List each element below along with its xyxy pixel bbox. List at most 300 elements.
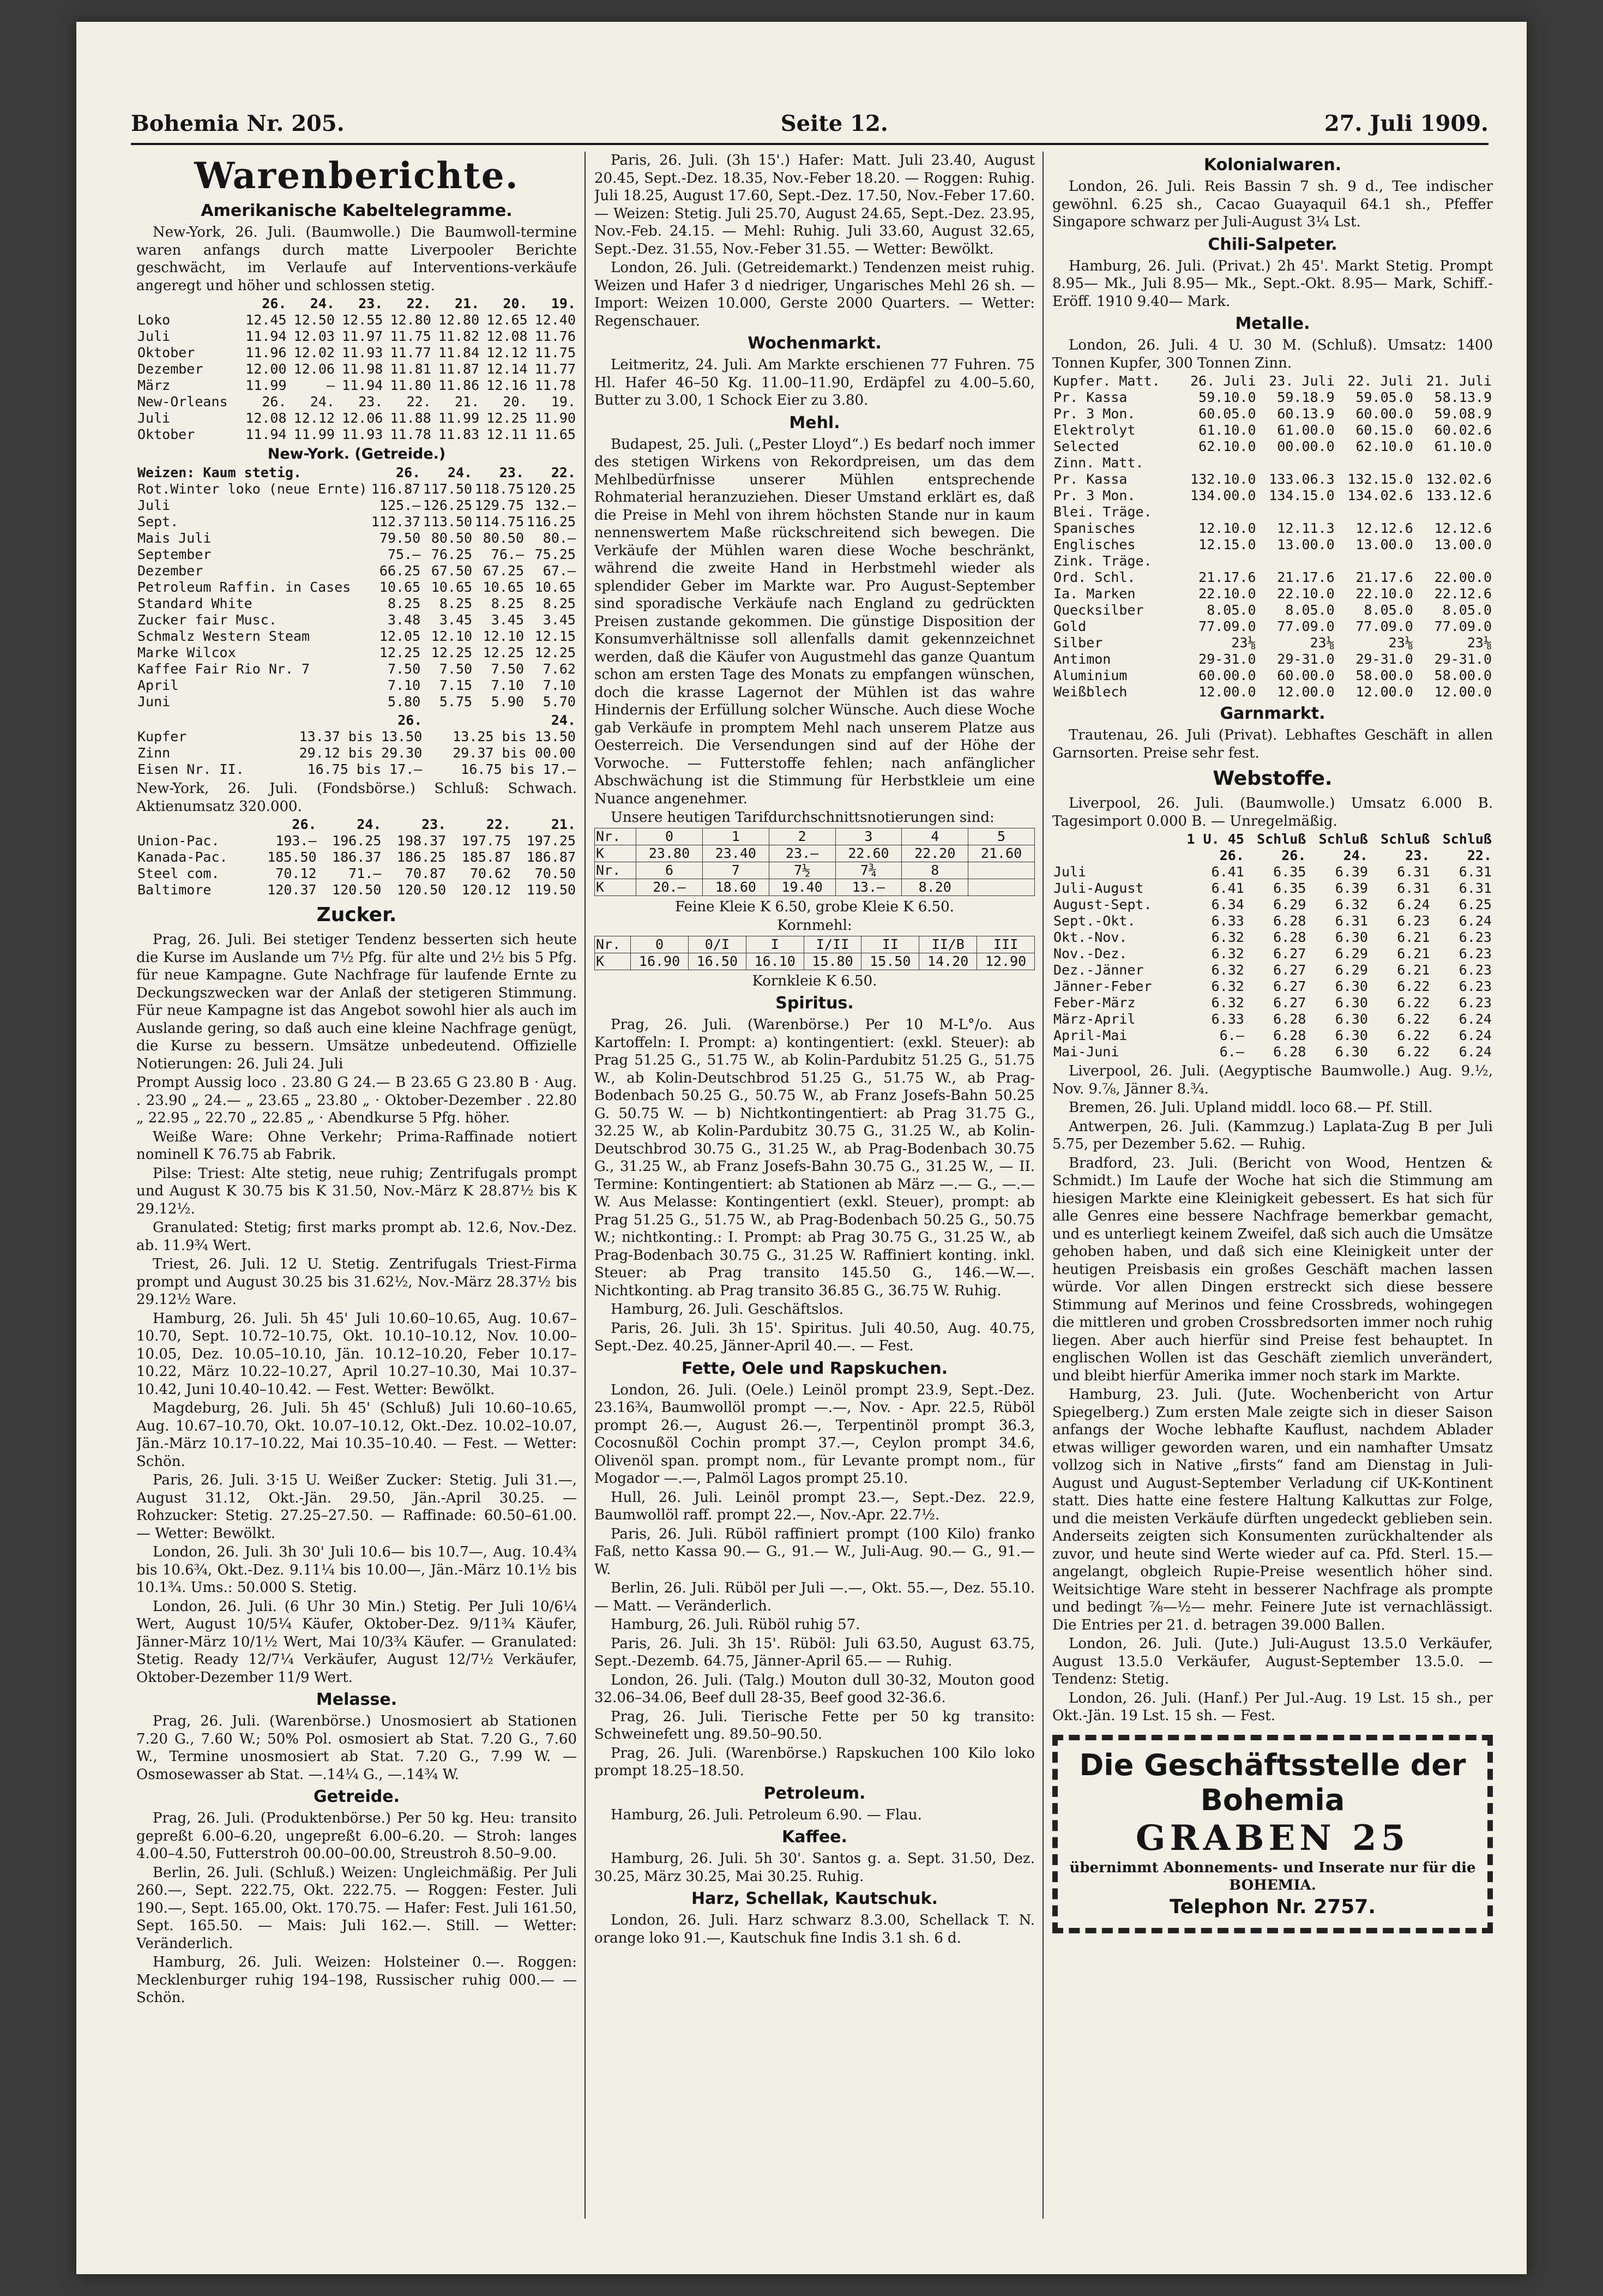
table-cell: 8.05.0 <box>1207 602 1256 618</box>
table-cell: Oktober <box>137 426 195 442</box>
table-cell: 129.75 <box>474 497 525 513</box>
table-cell: 133.12.6 <box>1426 488 1492 503</box>
table-cell: Union-Pac. <box>137 833 220 849</box>
table-cell: 62.10.0 <box>1198 438 1256 454</box>
table-cell: 6.24 <box>1459 1044 1492 1060</box>
table-cell: 60.00.0 <box>1277 668 1335 683</box>
section-heading: Wochenmarkt. <box>748 334 882 353</box>
table-cell: III <box>977 936 1035 953</box>
table-cell: 16.10 <box>746 953 804 970</box>
table-cell: 116.87 <box>371 481 421 497</box>
table-cell: 193.— <box>275 833 317 849</box>
table-cell: 22.20 <box>902 845 968 862</box>
table-cell: Rot.Winter loko (neue Ernte) <box>137 481 367 497</box>
table-cell: 8.05.0 <box>1442 602 1492 618</box>
table-row <box>1052 618 1493 635</box>
article-paragraph: Prompt Aussig loco . 23.80 G 24.— B 23.65 G 23.80 B · Aug. . 23.90 „ 24.— „ 23.65 „ 23.80 „ · Oktober-Dezember . 22.80 „ 22.95 „ 22.70 „ 22.85 „ · Abendkurse 5 Pfg. höher. <box>136 1074 577 1126</box>
table-cell: 118.75 <box>474 481 525 497</box>
table-cell: Schmalz Western Steam <box>137 628 310 644</box>
table-cell: 11.86 <box>438 377 480 393</box>
table-cell: Juli <box>137 328 171 344</box>
table-row <box>1052 684 1493 700</box>
table-cell: New-Orleans <box>137 394 228 410</box>
table-cell: Weißblech <box>1053 684 1128 700</box>
table-row <box>1052 651 1493 668</box>
table-cell: 132.10.0 <box>1190 471 1256 487</box>
table-cell: 196.25 <box>332 833 382 849</box>
table-cell: Dezember <box>137 361 203 377</box>
table-cell: 6.33 <box>1211 913 1244 929</box>
table-cell: 6.— <box>1219 1044 1244 1060</box>
table-cell: Mais Juli <box>137 530 212 546</box>
table-cell: Blei. Träge. <box>1053 504 1152 520</box>
table-cell: Okt.-Nov. <box>1053 929 1128 945</box>
table-cell: 67.50 <box>431 563 473 579</box>
table-cell: 60.02.6 <box>1434 422 1492 438</box>
table-cell: 10.65 <box>431 579 473 595</box>
article-paragraph: Paris, 26. Juli. Rüböl raffiniert prompt (100 Kilo) franko Faß, netto Kassa 90.— G., 91.— W., Juli-Aug. 90.— G., 91.— W. <box>594 1525 1035 1578</box>
table-cell: Schluß <box>1442 831 1492 847</box>
table-cell: 21. Juli <box>1426 373 1492 389</box>
table-cell: 6.33 <box>1211 1011 1244 1027</box>
article-paragraph: Leitmeritz, 24. Juli. Am Markte erschienen 77 Fuhren. 75 Hl. Hafer 46–50 Kg. 11.00–11.90, Erdäpfel zu 4.00–5.60, Butter zu 3.00, 1 Schock Eier zu 3.80. <box>594 357 1035 408</box>
article-paragraph: Berlin, 26. Juli. (Schluß.) Weizen: Ungleichmäßig. Per Juli 260.—, Sept. 222.75, Okt. 222.75. — Roggen: Fester. Juli 190.—, Sept. 165.00, Okt. 170.75. — Hafer: Fest. Juli 161.50, Sept. 165.50. — Mais: Juli 162.—. Still. — Wetter: Veränderlich. <box>136 1864 577 1952</box>
table-cell: 11.75 <box>534 345 576 360</box>
flour-price-table <box>594 828 1035 896</box>
table-row <box>136 661 577 677</box>
metal-table <box>136 712 577 778</box>
london-metals-table <box>1052 373 1493 700</box>
table-cell: 23⅛ <box>1310 635 1335 651</box>
table-cell: 6.31 <box>1397 880 1430 896</box>
table-cell: 0 <box>636 828 703 845</box>
table-cell: 11.99 <box>245 377 287 393</box>
table-cell: 21.17.6 <box>1277 569 1335 585</box>
table-cell: Pr. 3 Mon. <box>1053 406 1136 422</box>
table-cell: 18.60 <box>702 879 769 895</box>
table-cell: 22.10.0 <box>1277 586 1335 602</box>
table-cell: 12.40 <box>534 312 576 328</box>
article-paragraph: Weiße Ware: Ohne Verkehr; Prima-Raffinade notiert nominell K 76.75 ab Fabrik. <box>136 1128 577 1163</box>
table-cell: 12.25 <box>379 645 421 660</box>
table-cell: 13.25 bis 13.50 <box>453 729 576 744</box>
table-row <box>1052 668 1493 684</box>
table-row <box>136 465 577 481</box>
table-cell: 70.12 <box>275 865 317 881</box>
table-cell: Ord. Schl. <box>1053 569 1136 585</box>
table-cell: 11.77 <box>534 361 576 377</box>
table-cell: 2 <box>769 828 835 845</box>
table-cell: 114.75 <box>474 514 525 530</box>
table-cell: 116.25 <box>526 514 576 530</box>
article-paragraph: London, 26. Juli. (Oele.) Leinöl prompt 23.9, Sept.-Dez. 23.16¾, Baumwollöl prompt —.—, Nov. - Apr. 22.5, Rüböl prompt 26.—, August 26.—, Terpentinöl prompt 36.3, Cocosnußöl Cochin prompt 37.—, Ceylon prompt 34.6, Olivenöl span. prompt nom., für Levante prompt nom., für Mogador —.—, Palmöl Lagos prompt 25.10. <box>594 1381 1035 1487</box>
table-cell <box>1414 455 1493 471</box>
table-cell: 6.39 <box>1335 864 1368 880</box>
table-cell: II <box>861 936 919 953</box>
table-cell: 6.24 <box>1459 913 1492 929</box>
table-cell: 80.— <box>543 530 576 546</box>
table-cell <box>136 816 253 833</box>
table-cell: 11.98 <box>342 361 383 377</box>
article-paragraph: London, 26. Juli. (Talg.) Mouton dull 30-32, Mouton good 32.06–34.06, Beef dull 28-35, Beef good 32-36.6. <box>594 1672 1035 1706</box>
table-cell: 6.32 <box>1211 962 1244 978</box>
table-cell: 8.25 <box>491 596 525 611</box>
table-cell: April-Mai <box>1053 1027 1128 1043</box>
table-cell <box>968 862 1035 879</box>
table-cell: 11.94 <box>245 328 287 344</box>
table-cell: 29.12 bis 29.30 <box>299 745 423 761</box>
table-cell: Juli <box>137 410 171 426</box>
table-cell: 11.81 <box>390 361 431 377</box>
table-row <box>136 612 577 628</box>
table-cell: 6.31 <box>1397 864 1430 880</box>
table-cell: 0/I <box>688 936 746 953</box>
article-paragraph: Berlin, 26. Juli. Rüböl per Juli —.—, Okt. 55.—, Dez. 55.10. — Matt. — Veränderlich. <box>594 1580 1035 1614</box>
table-cell: I/II <box>804 936 861 953</box>
table-cell: 12.14 <box>486 361 528 377</box>
table-cell: 12.25 <box>534 645 576 660</box>
table-cell: 70.50 <box>534 865 576 881</box>
table-cell: 197.25 <box>526 833 576 849</box>
table-cell: 11.93 <box>342 345 383 360</box>
table-cell: 77.09.0 <box>1198 618 1256 634</box>
table-cell: Kaffee Fair Rio Nr. 7 <box>137 661 310 677</box>
table-cell: 6.29 <box>1335 962 1368 978</box>
article-paragraph: Hamburg, 26. Juli. Weizen: Holsteiner 0.—. Roggen: Mecklenburger ruhig 194–198, Russischer ruhig 000.— — Schön. <box>136 1954 577 2006</box>
table-cell: 6.27 <box>1273 978 1306 994</box>
table-cell: 12.15.0 <box>1198 537 1256 552</box>
table-row <box>1052 978 1493 995</box>
table-cell: 13.00.0 <box>1355 537 1413 552</box>
table-cell: 61.10.0 <box>1198 422 1256 438</box>
article-paragraph: Liverpool, 26. Juli. (Aegyptische Baumwolle.) Aug. 9.½, Nov. 9.⅞, Jänner 8.¾. <box>1052 1063 1493 1097</box>
table-row <box>136 882 577 898</box>
newspaper-page <box>76 22 1527 2274</box>
table-cell: 6.22 <box>1397 1044 1430 1060</box>
article-paragraph: Magdeburg, 26. Juli. 5h 45' (Schluß) Juli 10.60–10.65, Aug. 10.67–10.70, Okt. 10.07–10.12, Okt.-Dez. 10.02–10.07, Jän.-März 10.17–10.22, Mai 10.35–10.40. — Fest. — Wetter: Schön. <box>136 1400 577 1470</box>
article-paragraph: Antwerpen, 26. Juli. (Kammzug.) Laplata-Zug B per Juli 5.75, per Dezember 5.62. — Ruhig. <box>1052 1118 1493 1152</box>
article-paragraph: London, 26. Juli. Harz schwarz 8.3.00, Schellack T. N. orange loko 91.—, Kautschuk fine Indis 3.1 sh. 6 d. <box>594 1912 1035 1946</box>
cotton-table <box>136 296 577 443</box>
table-cell: 6.41 <box>1211 864 1244 880</box>
table-cell: 6.29 <box>1335 946 1368 961</box>
table-cell: 13.37 bis 13.50 <box>299 729 423 744</box>
table-cell: 12.05 <box>379 628 421 644</box>
table-cell: 12.65 <box>486 312 528 328</box>
table-cell: 11.94 <box>245 426 287 442</box>
table-cell: 20. <box>503 296 528 311</box>
table-cell: Nr. <box>595 936 631 953</box>
table-cell: 22. <box>486 816 511 832</box>
table-cell: 197.75 <box>461 833 511 849</box>
article-paragraph: Hull, 26. Juli. Leinöl prompt 23.—, Sept.-Dez. 22.9, Baumwollöl raff. prompt 22.—, Nov.-Apr. 22.7½. <box>594 1489 1035 1523</box>
table-cell: 0 <box>631 936 689 953</box>
table-cell: März <box>137 377 171 393</box>
table-cell: 8.25 <box>439 596 473 611</box>
table-cell: 134.00.0 <box>1190 488 1256 503</box>
table-row <box>595 879 1035 895</box>
table-cell: 11.76 <box>534 328 576 344</box>
table-cell: 29-31.0 <box>1277 651 1335 667</box>
table-cell: 26. <box>262 296 287 311</box>
table-cell: 13.— <box>835 879 902 895</box>
table-cell: 22. Juli <box>1347 373 1413 389</box>
table-row <box>1052 929 1493 946</box>
table-row <box>1052 553 1493 569</box>
table-cell: 6.22 <box>1397 978 1430 994</box>
table-row <box>1052 520 1493 537</box>
table-cell: 58.00.0 <box>1355 668 1413 683</box>
table-row <box>136 596 577 612</box>
table-cell: 8.05.0 <box>1285 602 1335 618</box>
article-paragraph: Hamburg, 23. Juli. (Jute. Wochenbericht von Artur Spiegelberg.) Zum ersten Male zeigte sich in dieser Saison anfangs der Woche lebhafte Kauflust, nachdem Ablader etwas williger geworden waren, und ein namhafter Umsatz vollzog sich in Native „firsts“ fand am Dienstag in Juli-August und August-September Verladung cif UK-Kontinent statt. Dies hatte eine festere Haltung Kalkuttas zur Folge, und die meisten Verkäufe dürften ungedeckt geblieben sein. Anderseits zeigten sich Konsumenten zurückhaltender als zuvor, und heute sind Werte wieder auf ca. Pfd. Sterl. 15.— angelangt, obgleich Rupie-Preise wesentlich höher sind. Weitsichtige Ware steht in besserer Nachfrage als prompte und bedingt ⅞—½— mehr. Feinere Jute ist vernachlässigt. Die Entries per 21. d. betragen 39.000 Ballen. <box>1052 1386 1493 1633</box>
header-rule <box>131 143 1488 145</box>
table-cell: 23. <box>421 816 447 832</box>
table-cell: 6.23 <box>1459 978 1492 994</box>
table-row <box>136 328 577 345</box>
table-cell: Kupfer. Matt. <box>1053 373 1160 389</box>
table-row <box>136 530 577 546</box>
table-cell: 66.25 <box>379 563 421 579</box>
table-cell: 80.50 <box>483 530 525 546</box>
table-cell: 6.28 <box>1273 1011 1306 1027</box>
article-paragraph: Bremen, 26. Juli. Upland middl. loco 68.— Pf. Still. <box>1069 1099 1433 1116</box>
table-cell: 12.15 <box>534 628 576 644</box>
table-cell <box>1257 504 1336 520</box>
table-cell: 3 <box>835 828 902 845</box>
table-cell: 5.90 <box>491 694 525 710</box>
table-cell: — <box>326 377 335 393</box>
table-cell: 26. Juli <box>1190 373 1256 389</box>
table-cell: 15.50 <box>861 953 919 970</box>
section-heading: Kaffee. <box>782 1828 847 1847</box>
table-row <box>136 761 577 778</box>
table-cell: 12.08 <box>486 328 528 344</box>
table-cell: 12.80 <box>438 312 480 328</box>
table-cell: 12.25 <box>486 410 528 426</box>
table-cell: 6 <box>636 862 703 879</box>
table-cell: Nov.-Dez. <box>1053 946 1128 961</box>
article-paragraph: Kornmehl: <box>777 917 852 934</box>
table-row <box>136 677 577 694</box>
table-cell: 120.25 <box>526 481 576 497</box>
table-cell: 12.02 <box>293 345 335 360</box>
table-cell <box>968 879 1035 895</box>
table-cell: 6.30 <box>1335 1044 1368 1060</box>
table-cell: Petroleum Raffin. in Cases <box>137 579 351 595</box>
table-row <box>1052 946 1493 962</box>
table-cell: 113.50 <box>423 514 473 530</box>
table-cell: 23⅛ <box>1231 635 1256 651</box>
table-cell: 11.78 <box>534 377 576 393</box>
table-cell <box>1336 455 1414 471</box>
table-row <box>595 953 1035 970</box>
table-cell: 8.25 <box>543 596 576 611</box>
table-cell: 7.50 <box>439 661 473 677</box>
article-paragraph: Prag, 26. Juli. Tierische Fette per 50 kg transito: Schweinefett ung. 89.50–90.50. <box>594 1708 1035 1742</box>
table-cell: 62.10.0 <box>1355 438 1413 454</box>
table-cell: Juli <box>1053 864 1087 880</box>
table-cell: 22. <box>406 394 431 410</box>
table-cell: 70.87 <box>405 865 447 881</box>
article-paragraph: Hamburg, 26. Juli. 5h 45' Juli 10.60–10.65, Aug. 10.67–10.70, Sept. 10.72–10.75, Okt. 10.10–10.12, Nov. 10.00–10.05, Dez. 10.05–10.10, Jän. 10.12–10.20, Feber 10.17–10.22, März 10.22–10.27, April 10.27–10.30, Mai 10.37–10.42, Juni 10.40–10.42. — Fest. Wetter: Bewölkt. <box>136 1310 577 1398</box>
table-cell: 15.80 <box>804 953 861 970</box>
table-cell: 133.06.3 <box>1269 471 1335 487</box>
table-cell: 11.77 <box>390 345 431 360</box>
table-cell: 11.88 <box>390 410 431 426</box>
table-cell: 7 <box>702 862 769 879</box>
table-cell: 22. <box>406 296 431 311</box>
table-row <box>136 816 577 833</box>
table-cell: 80.50 <box>431 530 473 546</box>
table-cell: Antimon <box>1053 651 1111 667</box>
table-cell: 6.28 <box>1273 1044 1306 1060</box>
table-cell: K <box>595 879 636 895</box>
table-cell: K <box>595 845 636 862</box>
table-cell: Baltimore <box>137 882 212 898</box>
table-row <box>136 563 577 579</box>
table-cell: 13.00.0 <box>1277 537 1335 552</box>
table-cell: 22.10.0 <box>1355 586 1413 602</box>
table-row <box>595 936 1035 953</box>
table-cell: 23. <box>358 296 383 311</box>
table-row <box>136 628 577 645</box>
table-row <box>1052 438 1493 455</box>
table-cell: 26. <box>396 465 421 480</box>
table-cell <box>1052 848 1173 864</box>
table-row <box>136 361 577 377</box>
table-cell: 186.25 <box>396 849 447 865</box>
table-cell: 11.87 <box>438 361 480 377</box>
table-cell: April <box>137 677 179 693</box>
table-cell: Selected <box>1053 438 1119 454</box>
table-cell: 12.16 <box>486 377 528 393</box>
table-cell: 24. <box>310 394 335 410</box>
table-cell: 6.27 <box>1273 995 1306 1011</box>
table-cell <box>1178 504 1257 520</box>
article-paragraph: Trautenau, 26. Juli (Privat). Lebhaftes Geschäft in allen Garnsorten. Preise sehr fest. <box>1052 727 1493 761</box>
table-cell: Pr. Kassa <box>1053 389 1128 405</box>
table-cell: 20.— <box>636 879 703 895</box>
table-cell: 3.45 <box>439 612 473 628</box>
table-row <box>136 377 577 394</box>
table-row <box>1052 848 1493 864</box>
table-cell: 20. <box>503 394 528 410</box>
table-cell <box>1257 553 1336 569</box>
table-cell: 6.41 <box>1211 880 1244 896</box>
table-row <box>1052 1044 1493 1060</box>
table-cell: 67.— <box>543 563 576 579</box>
table-cell: 59.18.9 <box>1277 389 1335 405</box>
table-cell: 6.35 <box>1273 880 1306 896</box>
table-cell: 6.28 <box>1273 929 1306 945</box>
section-heading: Chili-Salpeter. <box>1208 235 1337 254</box>
table-cell: 12.12.6 <box>1355 520 1413 536</box>
table-cell: 6.39 <box>1335 880 1368 896</box>
table-cell: 6.32 <box>1335 897 1368 912</box>
table-cell: 26. <box>262 394 287 410</box>
table-cell: 12.25 <box>431 645 473 660</box>
table-cell: 12.06 <box>293 361 335 377</box>
article-paragraph: London, 26. Juli. (Hanf.) Per Jul.-Aug. 19 Lst. 15 sh., per Okt.-Jän. 19 Lst. 15 sh. — Fest. <box>1052 1690 1493 1724</box>
section-title: Warenberichte. <box>194 154 519 197</box>
table-cell: 6.22 <box>1397 1011 1430 1027</box>
ad-address: GRABEN 25 <box>1135 1817 1410 1859</box>
table-cell: Steel com. <box>137 865 220 881</box>
table-cell: Kanada-Pac. <box>137 849 228 865</box>
article-paragraph: Prag, 26. Juli. (Warenbörse.) Per 10 M-L°/o. Aus Kartoffeln: I. Prompt: a) kontingentiert: (exkl. Steuer): ab Prag 51.25 G., 51.75 W., ab Kolin-Pardubitz 51.25 G., 51.75 W., ab Kolin-Deutschbrod 51.25 G., 51.75 W., ab Prag-Bodenbach 50.25 G., 50.75 W., ab Franz Josefs-Bahn 50.25 G. 50.75 W. — b) Nichtkontingentiert: ab Prag 31.75 G., 32.25 W., ab Kolin-Pardubitz 30.75 G., 31.25 W., ab Kolin-Deutschbrod 30.75 G., 31.25 W., ab Prag-Bodenbach 30.75 G., 31.25 W., ab Franz Josefs-Bahn 30.75 G., 31.25 W., — II. Termine: Kontingentiert: ab Stationen ab März —.— G., —.— W. Aus Melasse: Kontingentiert (exkl. Steuer), prompt: ab Prag 51.25 G., 51.75 W., ab Prag-Bodenbach 50.25 G., 50.75 W.; nichtkonting.: I. Prompt: ab Prag 30.75 G., 31.25 W., ab Prag-Bodenbach 30.75 G., 31.25 W. Raffiniert konting. inkl. Steuer: ab Prag transito 145.50 G., 146.—W.—. Nichtkonting. ab Prag transito 36.85 G., 36.75 W. Ruhig. <box>594 1017 1035 1299</box>
table-cell: 125.— <box>379 497 421 513</box>
table-cell: 23. <box>358 394 383 410</box>
table-cell: 11.80 <box>390 377 431 393</box>
table-row <box>1052 471 1493 488</box>
table-cell: 1 U. 45 <box>1186 831 1244 847</box>
table-cell: 7½ <box>769 862 835 879</box>
table-cell: 00.00.0 <box>1277 438 1335 454</box>
table-cell: Elektrolyt <box>1053 422 1136 438</box>
table-cell: 11.97 <box>342 328 383 344</box>
table-cell: 6.27 <box>1273 946 1306 961</box>
table-cell <box>136 296 239 312</box>
table-cell: 7.10 <box>491 677 525 693</box>
article-paragraph: Triest, 26. Juli. 12 U. Stetig. Zentrifugals Triest-Firma prompt und August 30.25 bis 31.62½, Nov.-März 28.37½ bis 29.12½ Ware. <box>136 1256 577 1308</box>
table-cell: 76.25 <box>431 546 473 562</box>
table-cell: 120.50 <box>396 882 447 898</box>
table-cell: Juni <box>137 694 171 710</box>
table-cell: Spanisches <box>1053 520 1136 536</box>
table-cell: Schluß <box>1257 831 1306 847</box>
table-cell: 185.50 <box>267 849 317 865</box>
table-cell <box>136 712 270 729</box>
table-cell: Standard White <box>137 596 252 611</box>
table-cell: 6.— <box>1219 1027 1244 1043</box>
table-cell: 24. <box>551 712 576 728</box>
section-heading: Kolonialwaren. <box>1203 155 1342 175</box>
section-heading: Webstoffe. <box>1213 767 1333 790</box>
table-cell: 12.11.3 <box>1277 520 1335 536</box>
section-heading: Mehl. <box>789 413 840 432</box>
table-row <box>1052 569 1493 586</box>
table-cell: 12.10 <box>483 628 525 644</box>
table-cell: 6.24 <box>1459 1027 1492 1043</box>
table-cell: 5 <box>968 828 1035 845</box>
table-cell: August-Sept. <box>1053 897 1152 912</box>
table-cell: 4 <box>902 828 968 845</box>
article-paragraph: Prag, 26. Juli. (Produktenbörse.) Per 50 kg. Heu: transito gepreßt 6.00–6.20, ungepreßt 6.00–6.20. — Stroh: langes 4.00–4.50, Futterstroh 00.00–00.00, Streustroh 8.50–9.00. <box>136 1810 577 1862</box>
table-row <box>595 845 1035 862</box>
table-cell: 7.50 <box>491 661 525 677</box>
table-cell <box>1336 504 1414 520</box>
article-paragraph: Prag, 26. Juli. (Warenbörse.) Rapskuchen 100 Kilo loko prompt 18.25–18.50. <box>594 1745 1035 1779</box>
table-cell: Eisen Nr. II. <box>137 761 244 777</box>
table-cell: Sept.-Okt. <box>1053 913 1136 929</box>
table-cell: 134.15.0 <box>1269 488 1335 503</box>
table-cell: 6.23 <box>1459 946 1492 961</box>
table-cell: 12.12 <box>293 410 335 426</box>
table-cell: 77.09.0 <box>1434 618 1492 634</box>
table-row <box>595 828 1035 845</box>
table-cell: Schluß <box>1381 831 1430 847</box>
table-cell: Silber <box>1053 635 1103 651</box>
table-cell: 23.80 <box>636 845 703 862</box>
table-cell: 24. <box>357 816 382 832</box>
table-cell: 6.23 <box>1459 962 1492 978</box>
table-cell: 6.31 <box>1335 913 1368 929</box>
table-cell: Dez.-Jänner <box>1053 962 1144 978</box>
table-cell <box>1257 455 1336 471</box>
article-paragraph: Feine Kleie K 6.50, grobe Kleie K 6.50. <box>675 898 954 915</box>
table-cell: 8.20 <box>902 879 968 895</box>
